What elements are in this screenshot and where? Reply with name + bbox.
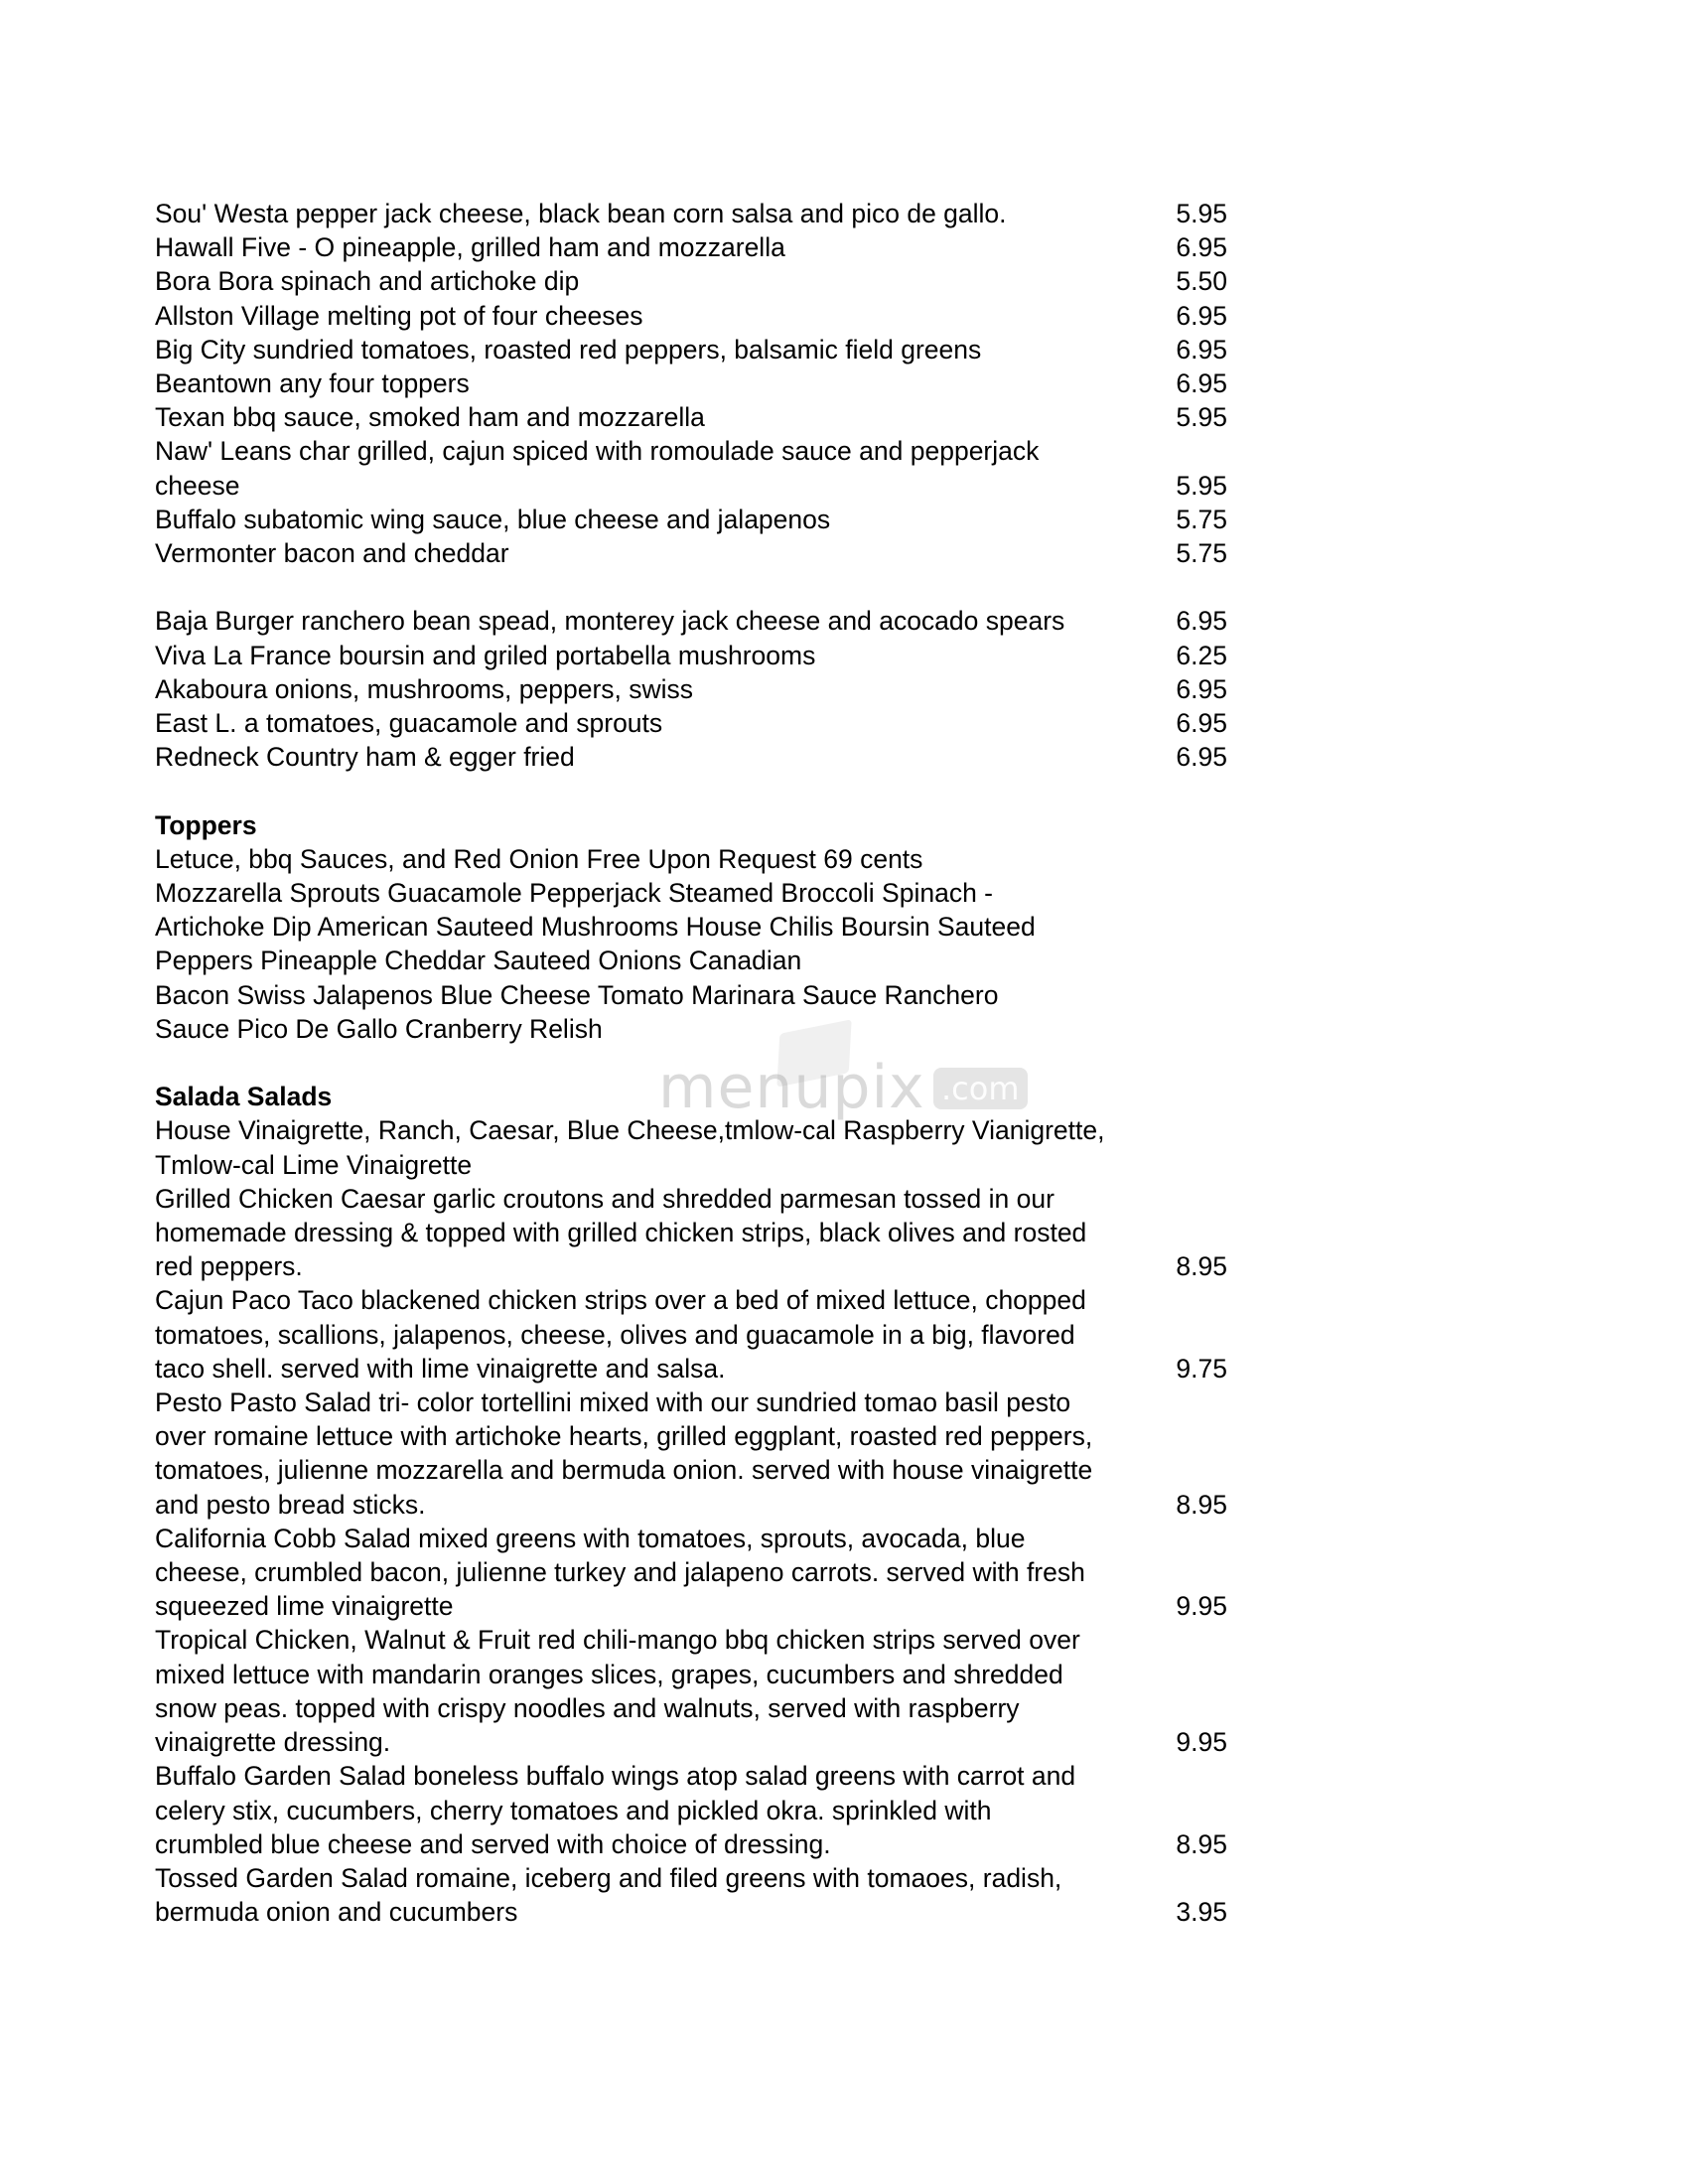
item-price: 6.95	[1176, 673, 1227, 704]
item-price: 3.95	[1176, 1897, 1227, 1928]
menu-item	[155, 706, 1227, 740]
specialty-list	[155, 604, 1227, 774]
watermark-name: menupix	[658, 1053, 925, 1122]
item-price: 5.95	[1176, 470, 1227, 501]
item-description: Baja Burger ranchero bean spead, monterey jack cheese and acocado spears	[155, 606, 1065, 637]
spacer	[155, 774, 1227, 807]
watermark-suffix: .com	[933, 1068, 1028, 1109]
burger-list	[155, 197, 1227, 570]
menu-item	[155, 1759, 1227, 1861]
item-description: Buffalo subatomic wing sauce, blue cheese and jalapenos	[155, 504, 831, 534]
toppers-heading: Toppers	[155, 809, 257, 840]
item-price: 8.95	[1176, 1828, 1227, 1859]
item-price: 5.75	[1176, 504, 1227, 534]
salads-section	[155, 1080, 1227, 1929]
menu-page	[155, 197, 1227, 1929]
menu-item	[155, 299, 1227, 333]
menu-item	[155, 639, 1227, 672]
toppers-line: Sauce Pico De Gallo Cranberry Relish	[155, 1013, 603, 1044]
item-description: East L. a tomatoes, guacamole and sprouts	[155, 708, 663, 739]
item-description: Texan bbq sauce, smoked ham and mozzarella	[155, 402, 705, 433]
item-description: Vermonter bacon and cheddar	[155, 538, 509, 569]
item-price: 6.95	[1176, 300, 1227, 331]
toppers-section	[155, 808, 1227, 1046]
menu-item	[155, 1522, 1227, 1624]
item-price: 6.25	[1176, 640, 1227, 670]
item-description: Buffalo Garden Salad boneless buffalo wings atop salad greens with carrot and celery stix, cucumbers, cherry tomatoes and pickled okra. sprinkled with crumbled blue cheese and served with choice of dressing.	[155, 1761, 1076, 1859]
item-description: Big City sundried tomatoes, roasted red peppers, balsamic field greens	[155, 334, 982, 364]
item-price: 6.95	[1176, 606, 1227, 637]
item-description: Bora Bora spinach and artichoke dip	[155, 266, 580, 297]
item-description: Akaboura onions, mushrooms, peppers, swiss	[155, 673, 694, 704]
item-description: Beantown any four toppers	[155, 368, 470, 399]
item-description: Tropical Chicken, Walnut & Fruit red chili-mango bbq chicken strips served over mixed lettuce with mandarin oranges slices, grapes, cucumbers and shredded snow peas. topped with crispy noodles and walnuts, served with raspberry vinaigrette dressing.	[155, 1625, 1080, 1758]
item-description: Sou' Westa pepper jack cheese, black bean corn salsa and pico de gallo.	[155, 199, 1007, 228]
toppers-line: Artichoke Dip American Sauteed Mushrooms House Chilis Boursin Sauteed	[155, 912, 1036, 943]
item-price: 5.50	[1176, 266, 1227, 297]
item-description: Cajun Paco Taco blackened chicken strips over a bed of mixed lettuce, chopped tomatoes, scallions, jalapenos, cheese, olives and guacamole in a big, flavored taco shell. served with lime vinaigrette and salsa.	[155, 1285, 1086, 1383]
item-description: Tossed Garden Salad romaine, iceberg and filed greens with tomaoes, radish, bermuda onion and cucumbers	[155, 1862, 1062, 1928]
spacer	[155, 1046, 1227, 1080]
item-description: Naw' Leans char grilled, cajun spiced with romoulade sauce and pepperjack cheese	[155, 436, 1040, 501]
item-price: 9.95	[1176, 1591, 1227, 1622]
menu-item	[155, 536, 1227, 570]
item-price: 6.95	[1176, 368, 1227, 399]
item-price: 5.95	[1176, 402, 1227, 433]
item-description: California Cobb Salad mixed greens with tomatoes, sprouts, avocada, blue cheese, crumbled bacon, julienne turkey and jalapeno carrots. served with fresh squeezed lime vinaigrette	[155, 1523, 1085, 1622]
menu-item	[155, 740, 1227, 774]
menu-item	[155, 1182, 1227, 1284]
toppers-line: Peppers Pineapple Cheddar Sauteed Onions Canadian	[155, 946, 802, 976]
menu-item	[155, 434, 1227, 502]
menu-item	[155, 503, 1227, 536]
toppers-line: Letuce, bbq Sauces, and Red Onion Free Upon Request 69 cents	[155, 843, 923, 874]
toppers-line: Bacon Swiss Jalapenos Blue Cheese Tomato Marinara Sauce Ranchero	[155, 979, 999, 1010]
item-description: Pesto Pasto Salad tri- color tortellini mixed with our sundried tomao basil pesto over romaine lettuce with artichoke hearts, grilled eggplant, roasted red peppers, tomatoes, julienne mozzarella and bermuda onion. served with house vinaigrette and pesto bread sticks.	[155, 1387, 1093, 1520]
menu-item	[155, 264, 1227, 298]
item-description: Hawall Five - O pineapple, grilled ham and mozzarella	[155, 232, 785, 263]
menu-item	[155, 197, 1227, 230]
item-price: 9.75	[1176, 1353, 1227, 1383]
item-price: 5.95	[1176, 199, 1227, 228]
menu-item	[155, 366, 1227, 400]
menu-item	[155, 1623, 1227, 1759]
toppers-line: Mozzarella Sprouts Guacamole Pepperjack Steamed Broccoli Spinach -	[155, 878, 993, 909]
item-price: 6.95	[1176, 334, 1227, 364]
item-description: Allston Village melting pot of four cheeses	[155, 300, 643, 331]
item-price: 6.95	[1176, 232, 1227, 263]
item-price: 5.75	[1176, 538, 1227, 569]
menu-item	[155, 333, 1227, 366]
menu-item	[155, 604, 1227, 638]
item-description: Grilled Chicken Caesar garlic croutons and shredded parmesan tossed in our homemade dressing & topped with grilled chicken strips, black olives and rosted red peppers.	[155, 1183, 1087, 1282]
menu-item	[155, 230, 1227, 264]
item-price: 6.95	[1176, 742, 1227, 773]
menu-item	[155, 1385, 1227, 1522]
item-price: 9.95	[1176, 1727, 1227, 1758]
item-description: Redneck Country ham & egger fried	[155, 742, 575, 773]
item-description: Viva La France boursin and griled portabella mushrooms	[155, 640, 816, 670]
item-price: 6.95	[1176, 708, 1227, 739]
menu-item	[155, 400, 1227, 434]
item-price: 8.95	[1176, 1251, 1227, 1282]
salads-heading: Salada Salads	[155, 1082, 333, 1112]
item-price: 8.95	[1176, 1489, 1227, 1520]
menu-item	[155, 672, 1227, 706]
spacer	[155, 570, 1227, 604]
menu-item	[155, 1861, 1227, 1929]
menu-item	[155, 1283, 1227, 1385]
salad-dressings: House Vinaigrette, Ranch, Caesar, Blue Cheese,tmlow-cal Raspberry Vianigrette, Tmlow-cal Lime Vinaigrette	[155, 1115, 1105, 1180]
